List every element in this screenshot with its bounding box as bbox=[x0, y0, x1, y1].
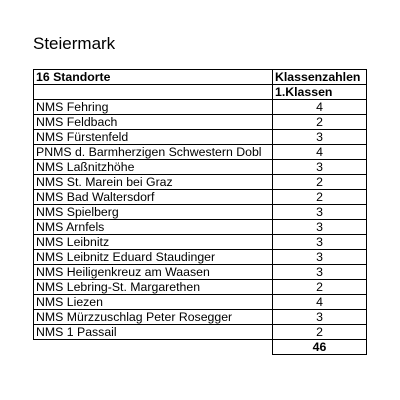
class-count-cell: 3 bbox=[273, 310, 367, 325]
school-name-cell: NMS Liezen bbox=[34, 295, 273, 310]
school-name-cell: NMS Fehring bbox=[34, 100, 273, 115]
class-count-cell: 4 bbox=[273, 145, 367, 160]
schools-table bbox=[33, 69, 367, 355]
school-name-cell: NMS Feldbach bbox=[34, 115, 273, 130]
table-row bbox=[34, 325, 367, 340]
table-row bbox=[34, 115, 367, 130]
table-row bbox=[34, 190, 367, 205]
school-name-cell: NMS Fürstenfeld bbox=[34, 130, 273, 145]
class-count-cell: 3 bbox=[273, 250, 367, 265]
table-subheader-empty-cell bbox=[34, 85, 273, 100]
school-name-cell: PNMS d. Barmherzigen Schwestern Dobl bbox=[34, 145, 273, 160]
page-title: Steiermark bbox=[33, 34, 116, 53]
table-header-row bbox=[34, 70, 367, 85]
table-row bbox=[34, 265, 367, 280]
class-count-cell: 3 bbox=[273, 205, 367, 220]
table-subheader-row bbox=[34, 85, 367, 100]
class-count-cell: 2 bbox=[273, 115, 367, 130]
table-row bbox=[34, 205, 367, 220]
table-row bbox=[34, 295, 367, 310]
class-count-cell: 3 bbox=[273, 265, 367, 280]
class-count-cell: 2 bbox=[273, 280, 367, 295]
school-name-cell: NMS Leibnitz Eduard Staudinger bbox=[34, 250, 273, 265]
column-header-class-counts: Klassenzahlen bbox=[273, 70, 367, 85]
school-name-cell: NMS Lebring-St. Margarethen bbox=[34, 280, 273, 295]
table-row bbox=[34, 160, 367, 175]
table-total-value: 46 bbox=[273, 340, 367, 355]
class-count-cell: 3 bbox=[273, 220, 367, 235]
table-row bbox=[34, 310, 367, 325]
school-name-cell: NMS Arnfels bbox=[34, 220, 273, 235]
table-total-empty-cell bbox=[34, 340, 273, 355]
table-row bbox=[34, 130, 367, 145]
class-count-cell: 3 bbox=[273, 160, 367, 175]
table-row bbox=[34, 175, 367, 190]
school-name-cell: NMS Laßnitzhöhe bbox=[34, 160, 273, 175]
class-count-cell: 2 bbox=[273, 190, 367, 205]
table-row bbox=[34, 145, 367, 160]
column-subheader-first-classes: 1.Klassen bbox=[273, 85, 367, 100]
class-count-cell: 2 bbox=[273, 325, 367, 340]
school-name-cell: NMS Spielberg bbox=[34, 205, 273, 220]
school-name-cell: NMS St. Marein bei Graz bbox=[34, 175, 273, 190]
table-row bbox=[34, 100, 367, 115]
column-header-locations: 16 Standorte bbox=[34, 70, 273, 85]
table-row bbox=[34, 235, 367, 250]
table-row bbox=[34, 220, 367, 235]
class-count-cell: 3 bbox=[273, 130, 367, 145]
table-row bbox=[34, 280, 367, 295]
school-name-cell: NMS Leibnitz bbox=[34, 235, 273, 250]
table-row bbox=[34, 250, 367, 265]
school-name-cell: NMS Heiligenkreuz am Waasen bbox=[34, 265, 273, 280]
table-total-row bbox=[34, 340, 367, 355]
class-count-cell: 2 bbox=[273, 175, 367, 190]
class-count-cell: 4 bbox=[273, 100, 367, 115]
class-count-cell: 3 bbox=[273, 235, 367, 250]
school-name-cell: NMS Mürzzuschlag Peter Rosegger bbox=[34, 310, 273, 325]
class-count-cell: 4 bbox=[273, 295, 367, 310]
school-name-cell: NMS 1 Passail bbox=[34, 325, 273, 340]
school-name-cell: NMS Bad Waltersdorf bbox=[34, 190, 273, 205]
